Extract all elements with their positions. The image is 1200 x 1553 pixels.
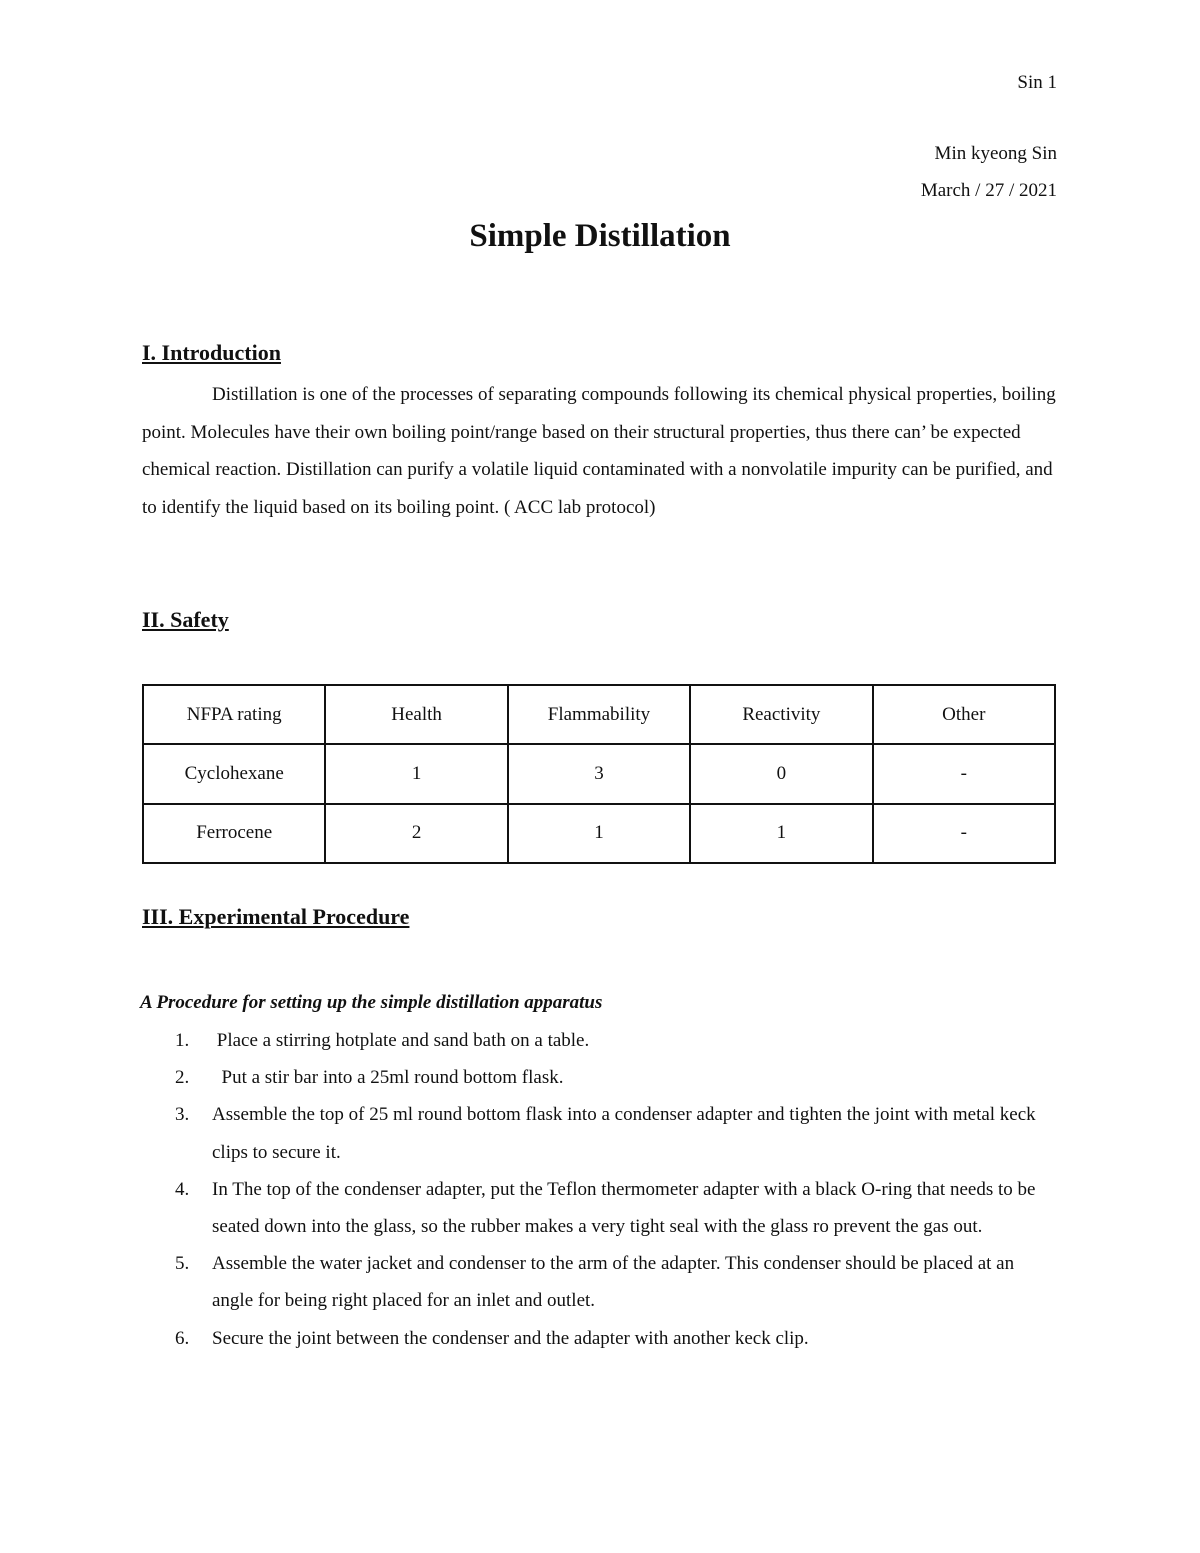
list-item (142, 1171, 1058, 1245)
table-header-cell: Health (325, 685, 507, 744)
step-text: Place a stirring hotplate and sand bath on a table. (212, 1030, 590, 1051)
table-header-cell: Flammability (508, 685, 690, 744)
introduction-text: Distillation is one of the processes of separating compounds following its chemical physical properties, boiling point. Molecules have their own boiling point/range based on their structural properties, thus there can’ be expected chemical reaction. Distillation can purify a volatile liquid contaminated with a nonvolatile impurity can be purified, and to identify the liquid based on its boiling point. ( ACC lab protocol) (142, 384, 1056, 518)
list-item (142, 1320, 1058, 1357)
step-number: 6. (175, 1327, 190, 1349)
report-date: March / 27 / 2021 (920, 180, 1057, 201)
author-name: Min kyeong Sin (934, 143, 1057, 164)
step-text: Put a stir bar into a 25ml round bottom flask. (212, 1067, 564, 1089)
step-text: In The top of the condenser adapter, put the Teflon thermometer adapter with a black O-ring that needs to be seated down into the glass, so the rubber makes a very tight seal with the glass ro prevent the gas out. (212, 1178, 1036, 1238)
table-cell: 1 (325, 744, 507, 803)
table-cell: - (873, 744, 1055, 803)
table-row (143, 804, 1055, 863)
list-item (142, 1059, 1058, 1096)
nfpa-rating-table (142, 684, 1056, 864)
table-cell: - (873, 804, 1055, 863)
procedure-subheading: A Procedure for setting up the simple distillation apparatus (140, 992, 603, 1013)
list-item (142, 1022, 1058, 1059)
document-title: Simple Distillation (469, 218, 731, 254)
table-cell: 3 (508, 744, 690, 803)
procedure-heading: III. Experimental Procedure (142, 904, 410, 929)
step-text: Secure the joint between the condenser and the adapter with another keck clip. (212, 1327, 809, 1349)
table-cell: Ferrocene (143, 804, 325, 863)
step-text: Assemble the top of 25 ml round bottom flask into a condenser adapter and tighten the joint with metal keck clips to secure it. (212, 1104, 1036, 1163)
introduction-paragraph (142, 376, 1058, 526)
table-cell: 1 (508, 804, 690, 863)
table-cell: 0 (690, 744, 872, 803)
step-number: 5. (175, 1253, 190, 1275)
page-number: Sin 1 (1017, 72, 1057, 93)
table-cell: 2 (325, 804, 507, 863)
procedure-steps-list (142, 1022, 1058, 1357)
table-header-row (143, 685, 1055, 744)
step-number: 4. (175, 1178, 190, 1200)
list-item (142, 1096, 1058, 1170)
step-number: 1. (175, 1030, 190, 1051)
table-header-cell: Reactivity (690, 685, 872, 744)
table-header-cell: NFPA rating (143, 685, 325, 744)
step-text: Assemble the water jacket and condenser to the arm of the adapter. This condenser should be placed at an angle for being right placed for an inlet and outlet. (212, 1253, 1015, 1312)
step-number: 3. (175, 1104, 190, 1126)
table-cell: 1 (690, 804, 872, 863)
safety-heading: II. Safety (142, 607, 229, 632)
list-item (142, 1245, 1058, 1319)
table-row (143, 744, 1055, 803)
table-header-cell: Other (873, 685, 1055, 744)
table-cell: Cyclohexane (143, 744, 325, 803)
step-number: 2. (175, 1067, 190, 1089)
introduction-heading: I. Introduction (142, 340, 281, 365)
